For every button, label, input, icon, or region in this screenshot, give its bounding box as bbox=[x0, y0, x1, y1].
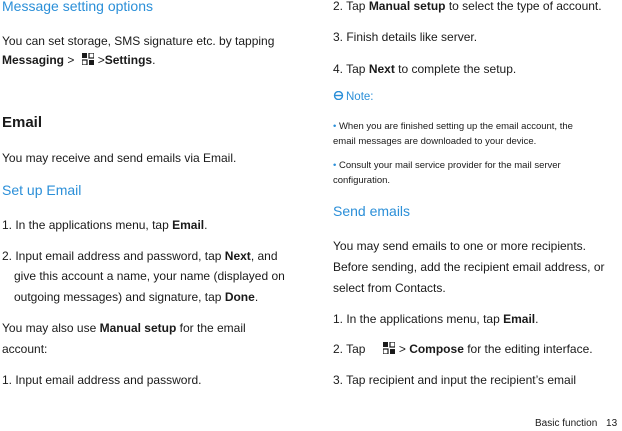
manual-step1: 1. Input email address and password. bbox=[2, 373, 202, 387]
message-setting-text-line2: Messaging > >Settings. bbox=[2, 53, 156, 67]
manual-step2: 2. Tap Manual setup to select the type of account. bbox=[333, 0, 602, 13]
send-step3: 3. Tap recipient and input the recipient’s email bbox=[333, 373, 577, 387]
bullet-icon: • bbox=[333, 160, 337, 171]
footer-section: Basic function bbox=[535, 418, 598, 429]
send-emails-heading: Send emails bbox=[333, 203, 411, 219]
setup-step2-line2: give this account a name, your name (displayed on bbox=[14, 269, 285, 283]
bullet-icon: • bbox=[333, 121, 337, 132]
note-label: Note: bbox=[333, 91, 374, 103]
send-text-line3: select from Contacts. bbox=[333, 281, 446, 295]
send-step2: 2. Tap > Compose for the editing interface. bbox=[333, 342, 593, 356]
send-text-line2: Before sending, add the recipient email address, or bbox=[333, 260, 605, 274]
email-heading: Email bbox=[2, 114, 43, 131]
setup-step2-line1: 2. Input email address and password, tap Next, and bbox=[2, 249, 278, 263]
page-footer bbox=[535, 418, 617, 429]
send-step1: 1. In the applications menu, tap Email. bbox=[333, 312, 539, 326]
message-setting-heading: Message setting options bbox=[2, 0, 153, 14]
grid-menu-icon bbox=[383, 342, 395, 354]
message-setting-text-line1: You can set storage, SMS signature etc. by tapping bbox=[2, 34, 275, 48]
manual-setup-line1: You may also use Manual setup for the email bbox=[2, 321, 246, 335]
manual-setup-line2: account: bbox=[2, 342, 48, 356]
messaging-label: Messaging bbox=[2, 53, 65, 67]
note-item-2-line2: configuration. bbox=[333, 175, 391, 186]
manual-step4: 4. Tap Next to complete the setup. bbox=[333, 62, 517, 76]
setup-step2-line3: outgoing messages) and signature, tap Done. bbox=[14, 290, 259, 304]
note-item-1-line2: email messages are downloaded to your device. bbox=[333, 136, 537, 147]
setup-step1: 1. In the applications menu, tap Email. bbox=[2, 218, 208, 232]
settings-label: Settings bbox=[104, 53, 153, 67]
send-text-line1: You may send emails to one or more recipients. bbox=[333, 239, 587, 253]
page-number: 13 bbox=[606, 418, 618, 429]
manual-step3: 3. Finish details like server. bbox=[333, 30, 478, 44]
note-icon bbox=[333, 91, 344, 100]
setup-email-heading: Set up Email bbox=[2, 182, 82, 198]
note-item-2-line1: • Consult your mail service provider for the mail server bbox=[333, 160, 561, 171]
note-item-1-line1: • When you are finished setting up the email account, the bbox=[333, 121, 573, 132]
grid-menu-icon bbox=[82, 53, 94, 65]
email-intro-text: You may receive and send emails via Email. bbox=[2, 151, 237, 165]
